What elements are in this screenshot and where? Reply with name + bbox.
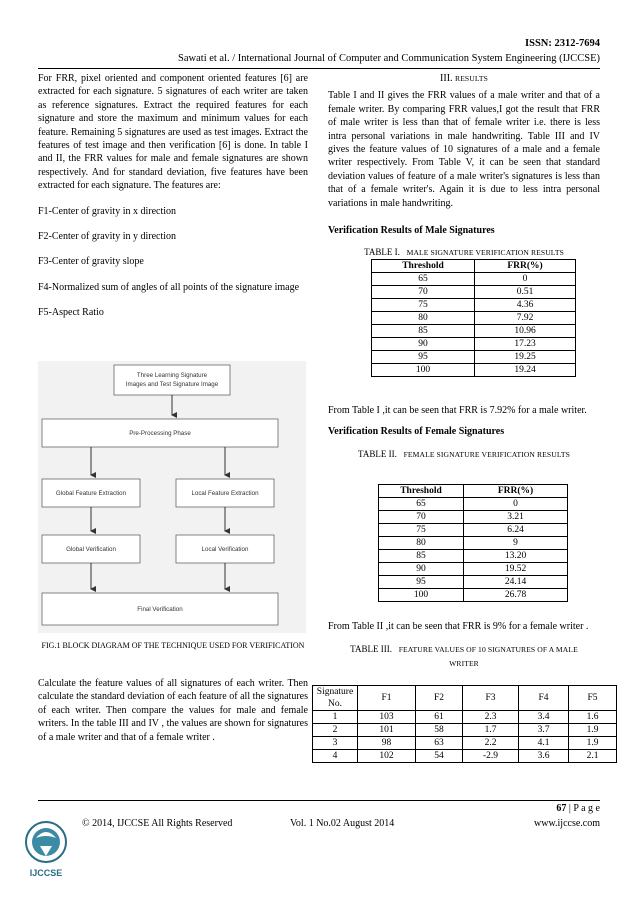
footer-volume: Vol. 1 No.02 August 2014	[290, 818, 395, 829]
table-cell: 54	[416, 750, 463, 763]
table-row	[372, 273, 576, 286]
table-row	[372, 364, 576, 377]
diagram-label-local-extraction: Local Feature Extraction	[191, 490, 259, 497]
table-cell: 95	[372, 351, 475, 364]
table-row	[313, 711, 617, 724]
table-row	[372, 286, 576, 299]
table-cell: 70	[379, 511, 464, 524]
diagram-label-local-verification: Local Verification	[201, 546, 249, 553]
table-cell: 0	[464, 498, 568, 511]
table-row	[372, 299, 576, 312]
table-row	[379, 576, 568, 589]
table-row	[379, 550, 568, 563]
table-cell: 63	[416, 737, 463, 750]
table-cell: 75	[379, 524, 464, 537]
table-cell: 1.6	[569, 711, 617, 724]
right-column-middle	[328, 404, 600, 461]
table-cell: 100	[379, 589, 464, 602]
footer-copyright: © 2014, IJCCSE All Rights Reserved	[82, 818, 233, 829]
table-row	[379, 524, 568, 537]
table-cell: 1.9	[569, 737, 617, 750]
table-cell: 2.2	[463, 737, 519, 750]
table-row	[379, 498, 568, 511]
table-row	[379, 511, 568, 524]
table-cell: 2.1	[569, 750, 617, 763]
section-title: RESULTS	[455, 74, 488, 83]
table-cell: 10.96	[475, 325, 576, 338]
table-cell: 85	[379, 550, 464, 563]
table-row	[379, 563, 568, 576]
block-diagram-svg	[38, 361, 306, 633]
table-header-row	[372, 260, 576, 273]
table-cell: 17.23	[475, 338, 576, 351]
table1	[371, 259, 576, 377]
figure-caption: FIG.1 BLOCK DIAGRAM OF THE TECHNIQUE USED FOR VERIFICATION	[41, 641, 305, 650]
table-row	[379, 537, 568, 550]
journal-logo-text: IJCCSE	[29, 868, 63, 878]
table-row	[372, 351, 576, 364]
table-cell: 80	[379, 537, 464, 550]
feature-f5: F5-Aspect Ratio	[38, 307, 104, 319]
female-results-heading: Verification Results of Female Signatures	[328, 426, 505, 438]
page-number-label: | P a g e	[568, 803, 600, 814]
table3-label: TABLE III.	[350, 644, 392, 655]
table3	[312, 685, 617, 763]
diagram-label-global-extraction: Global Feature Extraction	[55, 490, 127, 497]
table-cell: 4	[313, 750, 358, 763]
table-cell: 80	[372, 312, 475, 325]
table-cell: 0.51	[475, 286, 576, 299]
table-cell: 19.24	[475, 364, 576, 377]
table-cell: 3.21	[464, 511, 568, 524]
table-cell: 13.20	[464, 550, 568, 563]
journal-logo	[22, 818, 70, 888]
block-diagram	[38, 361, 306, 633]
table-cell: 7.92	[475, 312, 576, 325]
table-row	[372, 325, 576, 338]
table-cell: 65	[372, 273, 475, 286]
table-cell: 4.36	[475, 299, 576, 312]
table-cell: 70	[372, 286, 475, 299]
feature-f3: F3-Center of gravity slope	[38, 256, 144, 268]
issn: ISSN: 2312-7694	[525, 38, 600, 49]
table-cell: 3.6	[519, 750, 569, 763]
table-cell: 19.52	[464, 563, 568, 576]
diagram-box-input	[114, 365, 230, 395]
table-header-cell: F5	[569, 686, 617, 711]
table-cell: 6.24	[464, 524, 568, 537]
table-header-cell: FRR(%)	[464, 485, 568, 498]
feature-f2: F2-Center of gravity in y direction	[38, 231, 177, 243]
table-cell: -2.9	[463, 750, 519, 763]
table-cell: 3	[313, 737, 358, 750]
table-row	[379, 589, 568, 602]
table-cell: 26.78	[464, 589, 568, 602]
table-header-cell: FRR(%)	[475, 260, 576, 273]
table-header-cell: F2	[416, 686, 463, 711]
footer-website: www.ijccse.com	[534, 818, 600, 829]
table-cell: 75	[372, 299, 475, 312]
right-column	[328, 72, 600, 260]
table-cell: 65	[379, 498, 464, 511]
table-row	[313, 737, 617, 750]
table3-caption-line1: FEATURE VALUES OF 10 SIGNATURES OF A MALE	[398, 645, 578, 655]
table-cell: 9	[464, 537, 568, 550]
table-header-row	[313, 686, 617, 711]
table-header-cell: F1	[358, 686, 416, 711]
page-number	[556, 803, 600, 814]
method-paragraph: Calculate the feature values of all signatures of each writer. Then calculate the standard deviation of each feature of all the signatures of each writer. Then compare the values for male and female writers. In the table III and IV , the values are shown for signatures of a male writer and that of a female writer .	[38, 678, 308, 743]
table-cell: 102	[358, 750, 416, 763]
diagram-label-preprocessing: Pre-Processing Phase	[129, 430, 191, 437]
table-cell: 3.4	[519, 711, 569, 724]
table-header-cell: Threshold	[372, 260, 475, 273]
table-row	[313, 750, 617, 763]
page-number-value: 67	[556, 803, 567, 814]
table2-note: From Table II ,it can be seen that FRR is 9% for a female writer .	[328, 621, 589, 632]
table-cell: 0	[475, 273, 576, 286]
table-cell: 100	[372, 364, 475, 377]
journal-logo-icon	[22, 818, 70, 888]
table-header-cell: Signature No.	[313, 686, 358, 711]
footer-rule	[38, 800, 600, 801]
table-cell: 1	[313, 711, 358, 724]
table-cell: 19.25	[475, 351, 576, 364]
table-cell: 3.7	[519, 724, 569, 737]
table2-label: TABLE II.	[358, 448, 397, 459]
section-heading	[328, 72, 600, 85]
table1-caption: MALE SIGNATURE VERIFICATION RESULTS	[406, 248, 564, 258]
table-cell: 2	[313, 724, 358, 737]
table2	[378, 484, 568, 602]
table-cell: 61	[416, 711, 463, 724]
table-cell: 4.1	[519, 737, 569, 750]
table-header-row	[379, 485, 568, 498]
diagram-label-final-verification: Final Verification	[137, 606, 183, 613]
table3-caption-line2: WRITER	[449, 658, 479, 668]
table-row	[313, 724, 617, 737]
table3-title	[328, 643, 600, 670]
table-cell: 58	[416, 724, 463, 737]
intro-paragraph: For FRR, pixel oriented and component oriented features [6] are extracted for each signature. 5 signatures of each writer are taken as reference signatures. Extract the required features for each signature and store the maximum and minimum values for each feature. Remaining 5 signatures are used as test images. Extract the features of test image and then verification [6] is done. In table I and II, the FRR values for male and female signatures are shown respectively. And for standard deviation, five features have been extracted for each signature. The features are:	[38, 73, 308, 192]
male-results-heading: Verification Results of Male Signatures	[328, 225, 495, 237]
table-cell: 101	[358, 724, 416, 737]
diagram-label-global-verification: Global Verification	[66, 546, 116, 553]
table-row	[372, 312, 576, 325]
table-header-cell: F4	[519, 686, 569, 711]
feature-f1: F1-Center of gravity in x direction	[38, 205, 177, 217]
table-cell: 1.9	[569, 724, 617, 737]
table-cell: 1.7	[463, 724, 519, 737]
table-row	[372, 338, 576, 351]
table-cell: 103	[358, 711, 416, 724]
diagram-label-input-1: Three Learning Signature	[136, 372, 208, 379]
diagram-label-input-2: Images and Test Signature Image	[125, 381, 219, 388]
section-number: III.	[440, 73, 453, 84]
feature-f4: F4-Normalized sum of angles of all points of the signature image	[38, 281, 300, 293]
table1-note: From Table I ,it can be seen that FRR is 7.92% for a male writer.	[328, 405, 587, 416]
table-cell: 2.3	[463, 711, 519, 724]
table-cell: 24.14	[464, 576, 568, 589]
table-cell: 98	[358, 737, 416, 750]
table-cell: 90	[372, 338, 475, 351]
header-rule	[38, 68, 600, 69]
left-column	[38, 72, 308, 320]
table-header-cell: F3	[463, 686, 519, 711]
table-cell: 85	[372, 325, 475, 338]
journal-header: Sawati et al. / International Journal of Computer and Communication System Engineering (IJCCSE)	[178, 53, 600, 64]
results-paragraph: Table I and II gives the FRR values of a male writer and that of a female writer. By comparing FRR values,I got the result that FRR of male writer is less than that of female writer i.e. there is less intra personal variations in male handwriting. Table III and IV gives the feature values of 10 signatures of a male and a female writer respectively. From Table V, it can be seen that standard deviation values of feature of a male writer's signatures is less than that of a female writer's. Again it is due to less intra personal variations in male handwriting.	[328, 90, 600, 209]
table2-caption: FEMALE SIGNATURE VERIFICATION RESULTS	[403, 449, 570, 459]
table1-label: TABLE I.	[364, 247, 400, 258]
table-cell: 90	[379, 563, 464, 576]
table2-title	[328, 448, 600, 461]
table-header-cell: Threshold	[379, 485, 464, 498]
table1-title	[328, 246, 600, 259]
table-cell: 95	[379, 576, 464, 589]
right-column-lower	[328, 620, 600, 670]
